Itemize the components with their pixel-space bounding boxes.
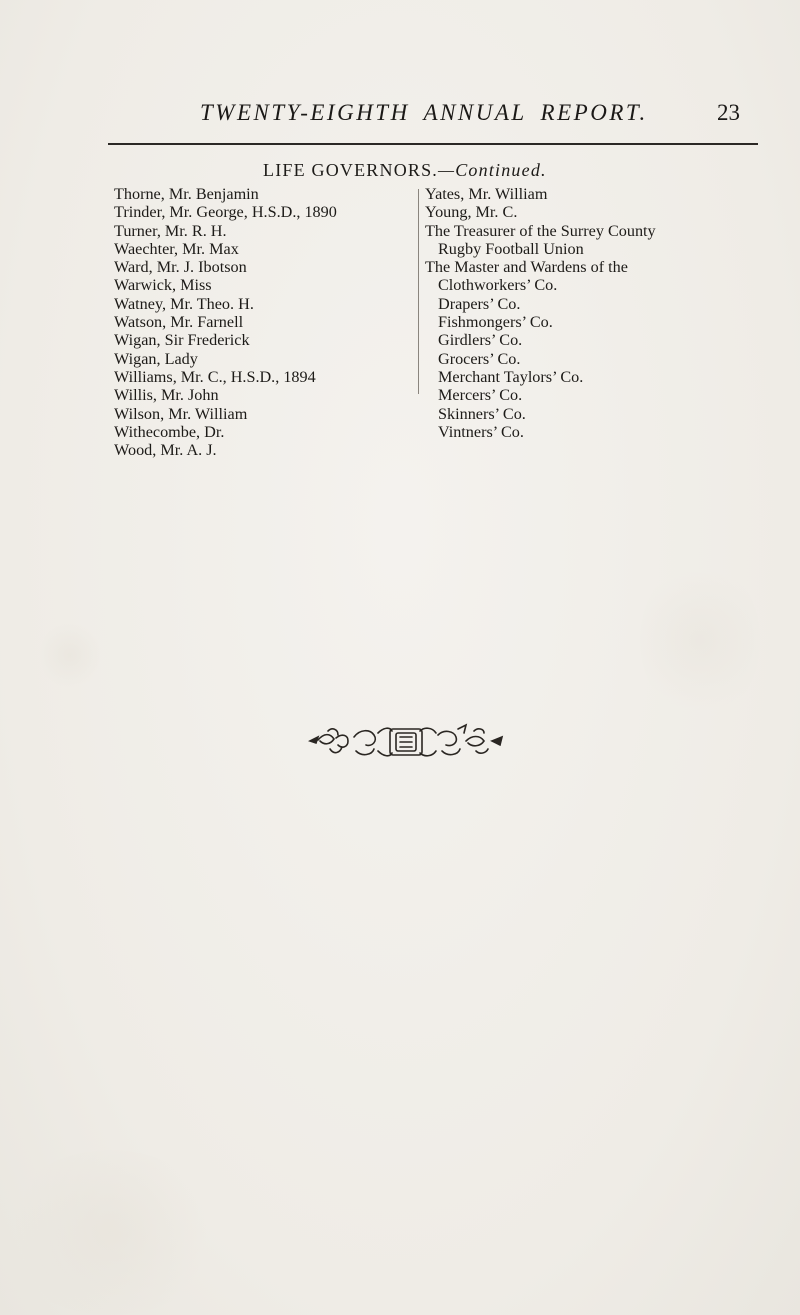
list-item: Grocers’ Co. <box>438 349 521 368</box>
list-item: Skinners’ Co. <box>438 404 526 423</box>
list-item: Merchant Taylors’ Co. <box>438 367 584 386</box>
list-item: Withecombe, Dr. <box>114 422 225 441</box>
list-item: Waechter, Mr. Max <box>114 239 239 258</box>
paper-stain <box>40 620 100 690</box>
list-item: Yates, Mr. William <box>425 185 548 203</box>
list-item: Wigan, Lady <box>114 349 198 368</box>
list-item: Ward, Mr. J. Ibotson <box>114 258 247 277</box>
list-item: Willis, Mr. John <box>114 386 219 405</box>
column-divider <box>418 189 419 394</box>
list-item: Trinder, Mr. George, H.S.D., 1890 <box>114 203 337 222</box>
printers-ornament-icon <box>308 723 504 761</box>
running-title: TWENTY-EIGHTH ANNUAL REPORT. <box>200 100 648 125</box>
list-item: Rugby Football Union <box>438 239 584 258</box>
list-item: Mercers’ Co. <box>438 386 523 405</box>
list-item: Williams, Mr. C., H.S.D., 1894 <box>114 367 316 386</box>
list-item: The Master and Wardens of the <box>425 258 628 277</box>
list-item: Watney, Mr. Theo. H. <box>114 294 254 313</box>
header-rule <box>108 143 758 145</box>
list-item: Wilson, Mr. William <box>114 404 248 423</box>
list-item: Watson, Mr. Farnell <box>114 313 244 332</box>
page-number: 23 <box>717 100 740 125</box>
list-item: Wood, Mr. A. J. <box>114 441 217 460</box>
list-item: Wigan, Sir Frederick <box>114 331 250 350</box>
section-heading-text <box>263 160 547 181</box>
paper-stain <box>640 560 760 720</box>
list-item: Vintners’ Co. <box>438 422 524 441</box>
running-head <box>0 100 800 140</box>
paper-stain <box>0 1150 220 1315</box>
list-item: Young, Mr. C. <box>425 203 518 222</box>
section-heading-main: LIFE GOVERNORS. <box>263 160 439 180</box>
list-item: Turner, Mr. R. H. <box>114 221 227 240</box>
left-column-list <box>114 185 414 459</box>
list-item: Fishmongers’ Co. <box>438 313 553 332</box>
list-item: Drapers’ Co. <box>438 294 521 313</box>
list-item: Girdlers’ Co. <box>438 331 523 350</box>
list-item: Clothworkers’ Co. <box>438 276 558 295</box>
right-column-list <box>425 185 795 441</box>
list-item: Warwick, Miss <box>114 276 212 295</box>
list-item: Thorne, Mr. Benjamin <box>114 185 259 203</box>
list-item: The Treasurer of the Surrey County <box>425 221 656 240</box>
section-heading-continued: —Continued. <box>438 160 547 180</box>
